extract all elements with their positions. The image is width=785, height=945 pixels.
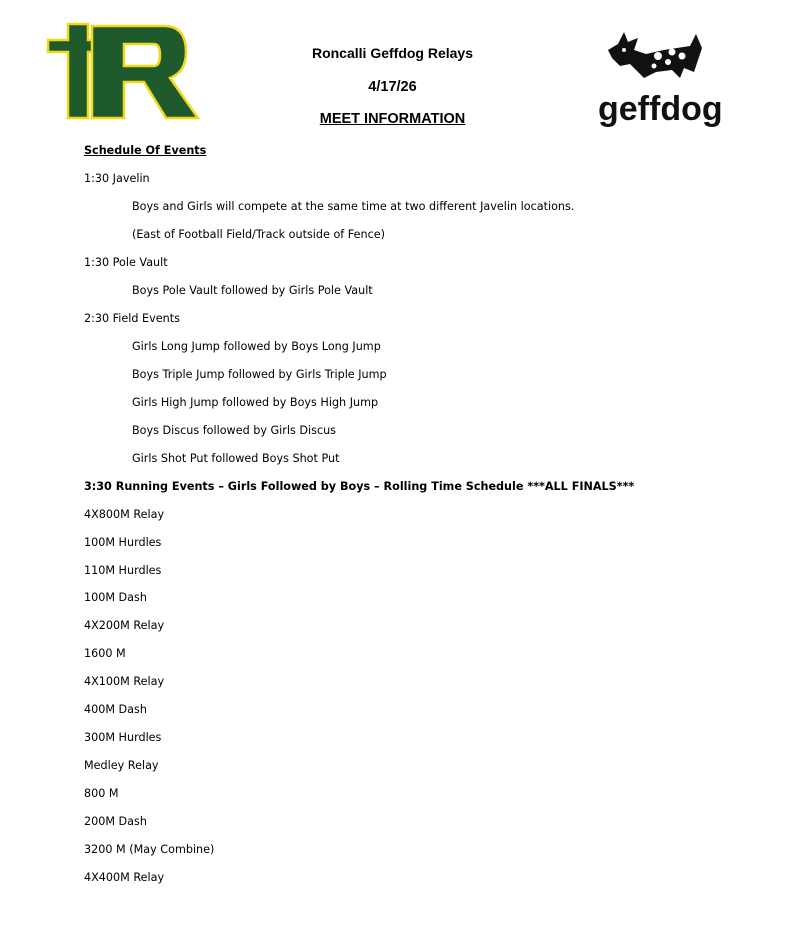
pole-vault-note: Boys Pole Vault followed by Girls Pole Vault — [132, 284, 373, 297]
event-javelin: 1:30 Javelin — [84, 172, 150, 185]
field-event-item: Boys Discus followed by Girls Discus — [132, 424, 337, 437]
schedule-heading: Schedule Of Events — [84, 144, 207, 157]
roncalli-logo — [46, 22, 202, 122]
running-event-item: 4X400M Relay — [84, 871, 165, 884]
meet-title: Roncalli Geffdog Relays — [311, 45, 474, 61]
running-event-item: 200M Dash — [84, 815, 147, 828]
running-event-item: 100M Dash — [84, 591, 147, 604]
field-event-item: Girls High Jump followed by Boys High Jump — [132, 396, 379, 409]
running-event-item: 4X200M Relay — [84, 619, 165, 632]
running-event-item: 3200 M (May Combine) — [84, 843, 215, 856]
running-event-item: 400M Dash — [84, 703, 147, 716]
running-event-item: 100M Hurdles — [84, 536, 162, 549]
field-event-item: Boys Triple Jump followed by Girls Triple Jump — [132, 368, 387, 381]
javelin-note: Boys and Girls will compete at the same time at two different Javelin locations. — [132, 200, 575, 213]
event-field-events: 2:30 Field Events — [84, 312, 180, 325]
running-event-item: 300M Hurdles — [84, 731, 162, 744]
running-event-item: 110M Hurdles — [84, 564, 162, 577]
running-event-item: Medley Relay — [84, 759, 159, 772]
running-event-item: 4X800M Relay — [84, 508, 165, 521]
javelin-location-note: (East of Football Field/Track outside of Fence) — [132, 228, 385, 241]
event-pole-vault: 1:30 Pole Vault — [84, 256, 168, 269]
running-event-item: 800 M — [84, 787, 119, 800]
section-heading: MEET INFORMATION — [319, 111, 466, 127]
running-event-item: 1600 M — [84, 647, 126, 660]
field-event-item: Girls Shot Put followed Boys Shot Put — [132, 452, 340, 465]
running-events-heading: 3:30 Running Events – Girls Followed by Boys – Rolling Time Schedule ***ALL FINALS*** — [84, 480, 635, 493]
running-event-item: 4X100M Relay — [84, 675, 165, 688]
field-event-item: Girls Long Jump followed by Boys Long Jump — [132, 340, 381, 353]
meet-date: 4/17/26 — [368, 79, 417, 95]
geffdog-wordmark: geffdog — [598, 90, 723, 128]
roncalli-r-cross-icon — [46, 22, 202, 122]
